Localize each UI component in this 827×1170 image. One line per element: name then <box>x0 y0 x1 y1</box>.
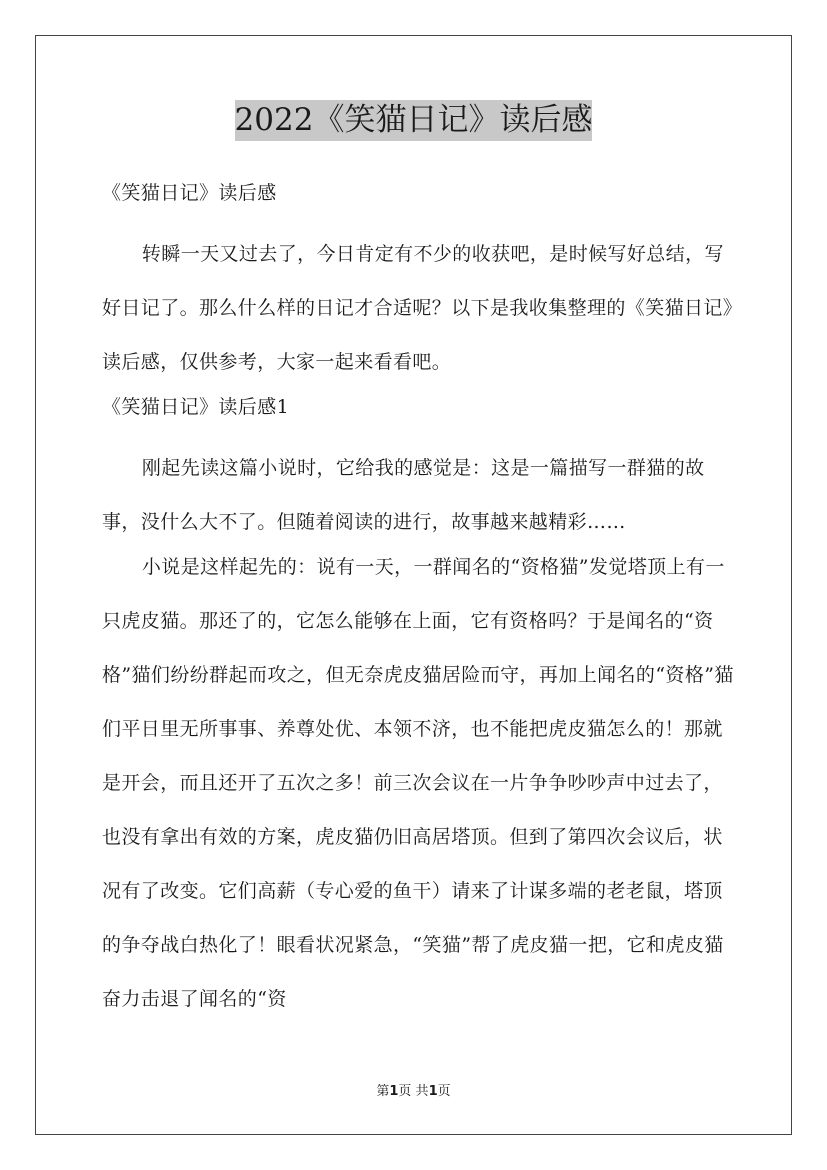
page-number-total: 1 <box>428 1084 438 1099</box>
section-heading: 《笑猫日记》读后感1 <box>102 396 290 418</box>
subtitle: 《笑猫日记》读后感 <box>102 182 277 204</box>
body-paragraph-2: 小说是这样起先的：说有一天，一群闻名的“资格猫”发觉塔顶上有一只虎皮猫。那还了的，它怎么能够在上面，它有资格吗？于是闻名的“资格”猫们纷纷群起而攻之，但无奈虎皮猫居险而守，再加上闻名的“资格”猫们平日里无所事事、养尊处优、本领不济，也不能把虎皮猫怎么的！那就是开会，而且还开了五次之多！前三次会议在一片争争吵吵声中过去了，也没有拿出有效的方案，虎皮猫仍旧高居塔顶。但到了第四次会议后，状况有了改变。它们高薪（专心爱的鱼干）请来了计谋多端的老老鼠，塔顶的争夺战白热化了！眼看状况紧急，“笑猫”帮了虎皮猫一把，它和虎皮猫奋力击退了闻名的“资 <box>102 556 734 1010</box>
page-footer <box>0 1083 827 1101</box>
document-title <box>0 100 827 140</box>
intro-paragraph: 转瞬一天又过去了，今日肯定有不少的收获吧，是时候写好总结，写好日记了。那么什么样的日记才合适呢？以下是我收集整理的《笑猫日记》读后感，仅供参考，大家一起来看看吧。 <box>102 243 733 373</box>
page-number-prefix: 第 <box>376 1084 390 1099</box>
document-title-text: 2022《笑猫日记》读后感 <box>235 100 593 141</box>
body-paragraph-1: 刚起先读这篇小说时，它给我的感觉是：这是一篇描写一群猫的故事，没什么大不了。但随着阅读的进行，故事越来越精彩…… <box>102 457 705 533</box>
document-body <box>102 177 737 1028</box>
page-number-suffix: 页 <box>437 1084 451 1099</box>
page-number-current: 1 <box>389 1084 399 1099</box>
page-number-middle: 页 共 <box>398 1084 429 1099</box>
